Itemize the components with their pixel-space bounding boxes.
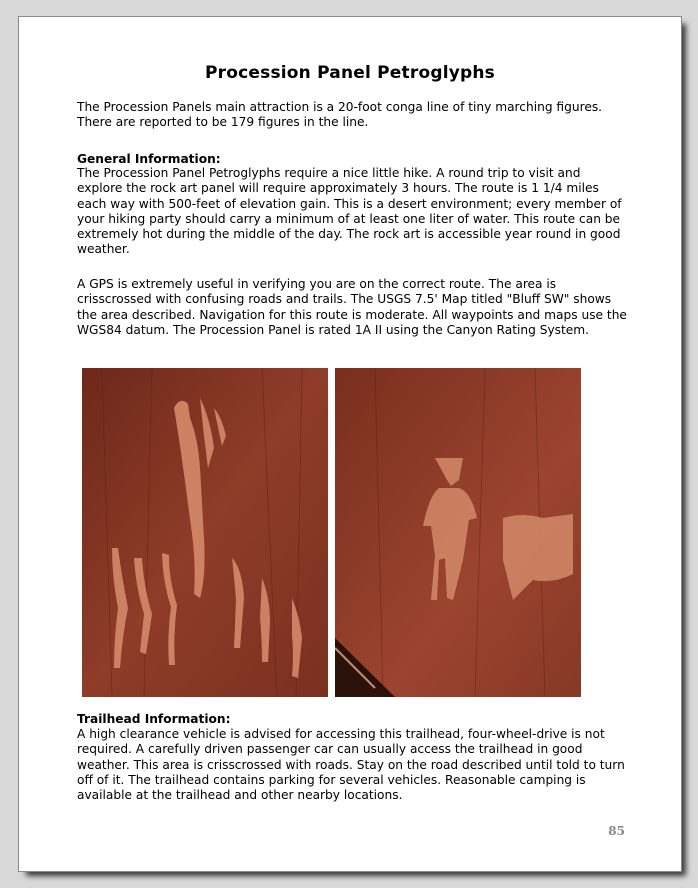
intro-paragraph: The Procession Panels main attraction is a 20-foot conga line of tiny marching figures. There are reported to be 179 figures in the line. bbox=[77, 100, 603, 130]
general-info-paragraph-1: The Procession Panel Petroglyphs require a nice little hike. A round trip to visit and explore the rock art panel will require approximately 3 hours. The route is 1 1/4 miles each way with 500-feet of elevation gain. This is a desert environment; every member of your hiking party should carry a minimum of at least one liter of water. This route can be extremely hot during the middle of the day. The rock art is accessible year round in good weather. bbox=[77, 166, 622, 257]
page-title: Procession Panel Petroglyphs bbox=[205, 63, 495, 83]
document-page bbox=[18, 16, 682, 872]
petroglyph-photo-left bbox=[82, 368, 328, 697]
trailhead-info-heading: Trailhead Information: bbox=[77, 712, 231, 726]
trailhead-info-paragraph: A high clearance vehicle is advised for accessing this trailhead, four-wheel-drive is not required. A carefully driven passenger car can usually access the trailhead in good weather. This area is crisscrossed with roads. Stay on the road described until told to turn off of it. The trailhead contains parking for several vehicles. Reasonable camping is available at the trailhead and other nearby locations. bbox=[77, 727, 625, 803]
page-number: 85 bbox=[608, 824, 625, 838]
general-info-paragraph-2: A GPS is extremely useful in verifying you are on the correct route. The area is crisscrossed with confusing roads and trails. The USGS 7.5' Map titled "Bluff SW" shows the area described. Navigation for this route is moderate. All waypoints and maps use the WGS84 datum. The Procession Panel is rated 1A II using the Canyon Rating System. bbox=[77, 277, 627, 337]
petroglyph-photo-right bbox=[335, 368, 581, 697]
general-info-heading: General Information: bbox=[77, 152, 221, 166]
